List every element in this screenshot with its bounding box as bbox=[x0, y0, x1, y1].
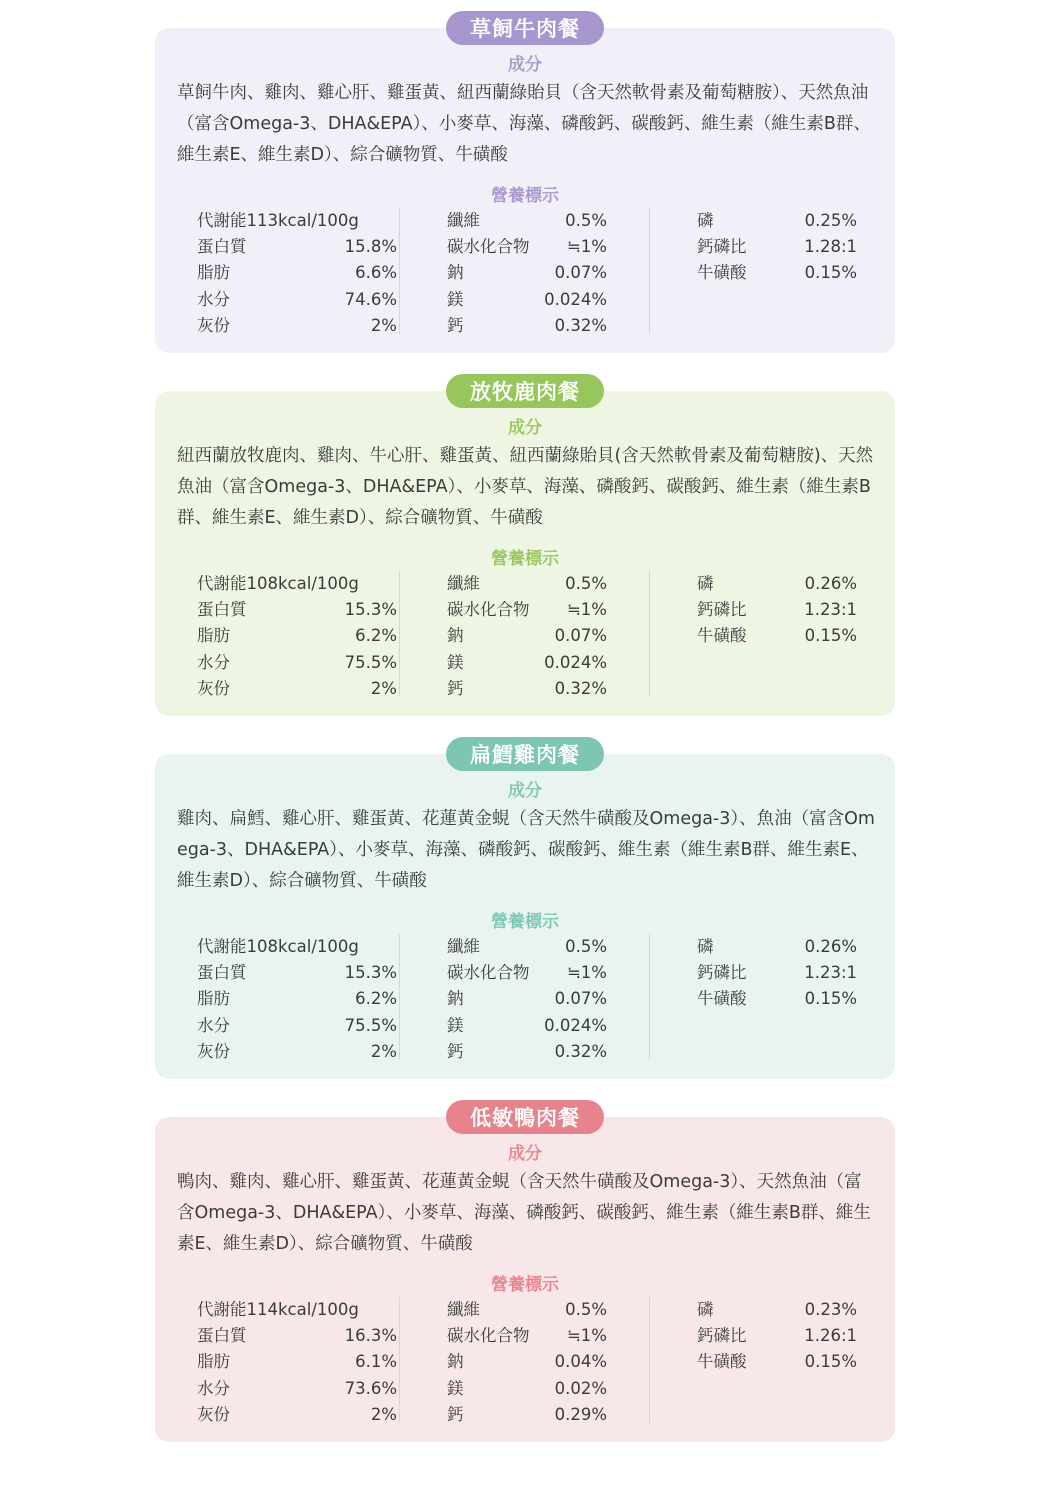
product-title-badge: 草飼牛肉餐 bbox=[446, 11, 604, 45]
nutrition-column bbox=[697, 934, 857, 1013]
nutrition-row bbox=[197, 1323, 397, 1349]
nutrient-label: 牛磺酸 bbox=[697, 626, 747, 646]
nutrient-value: ≒1% bbox=[566, 963, 607, 983]
nutrition-row bbox=[197, 960, 397, 986]
nutrition-row bbox=[447, 1323, 607, 1349]
nutrition-row bbox=[697, 234, 857, 260]
nutrition-row bbox=[197, 1376, 397, 1402]
nutrient-label: 脂肪 bbox=[197, 263, 230, 283]
column-divider bbox=[649, 1297, 650, 1423]
nutrition-column bbox=[447, 934, 607, 1065]
nutrition-column bbox=[197, 571, 397, 702]
nutrient-label: 水分 bbox=[197, 1378, 230, 1398]
nutrition-row bbox=[197, 234, 397, 260]
nutrient-value: 0.5% bbox=[565, 1300, 607, 1319]
nutrient-value: 0.07% bbox=[554, 263, 607, 283]
nutrient-label: 鈣磷比 bbox=[697, 1326, 747, 1346]
nutrition-column bbox=[197, 934, 397, 1065]
nutrient-value: 0.15% bbox=[804, 263, 857, 283]
column-divider bbox=[649, 208, 650, 334]
nutrient-label: 蛋白質 bbox=[197, 1326, 247, 1346]
product-section bbox=[155, 743, 895, 1079]
nutrient-label: 纖維 bbox=[447, 574, 480, 593]
nutrient-value: 0.15% bbox=[804, 626, 857, 646]
nutrient-label: 灰份 bbox=[197, 315, 230, 335]
nutrient-value: 75.5% bbox=[344, 652, 397, 672]
nutrient-value: 0.02% bbox=[554, 1378, 607, 1398]
nutrition-row bbox=[447, 650, 607, 676]
ingredients-heading: 成分 bbox=[508, 55, 542, 75]
nutrition-row bbox=[197, 1349, 397, 1375]
nutrition-row bbox=[447, 676, 607, 702]
nutrient-value: 75.5% bbox=[344, 1015, 397, 1035]
nutrition-column bbox=[697, 571, 857, 650]
nutrient-value: 0.15% bbox=[804, 1352, 857, 1372]
nutrient-value: 1.28:1 bbox=[804, 237, 857, 257]
nutrient-label: 水分 bbox=[197, 289, 230, 309]
nutrient-label: 磷 bbox=[697, 937, 714, 956]
nutrition-row bbox=[447, 571, 607, 597]
nutrient-value: 0.5% bbox=[565, 574, 607, 593]
nutrient-value: 16.3% bbox=[344, 1326, 397, 1346]
nutrition-row bbox=[447, 287, 607, 313]
nutrition-row bbox=[447, 1297, 607, 1323]
nutrient-label: 水分 bbox=[197, 1015, 230, 1035]
nutrient-value: 15.8% bbox=[344, 237, 397, 257]
nutrition-row bbox=[697, 960, 857, 986]
nutrient-value: 0.07% bbox=[554, 626, 607, 646]
nutrient-value: 0.024% bbox=[544, 289, 607, 309]
nutrition-row bbox=[197, 934, 397, 960]
nutrition-heading: 營養標示 bbox=[491, 549, 559, 569]
nutrition-row bbox=[697, 986, 857, 1012]
nutrition-heading: 營養標示 bbox=[491, 912, 559, 932]
nutrient-label: 磷 bbox=[697, 1300, 714, 1319]
nutrient-value: 1.26:1 bbox=[804, 1326, 857, 1346]
nutrient-value: 0.23% bbox=[804, 1300, 857, 1319]
nutrition-table bbox=[155, 571, 895, 703]
nutrient-value: 6.1% bbox=[355, 1352, 397, 1372]
nutrient-label: 鈣 bbox=[447, 1404, 464, 1424]
nutrition-row bbox=[197, 986, 397, 1012]
nutrient-value: 2% bbox=[370, 315, 397, 335]
nutrient-label: 脂肪 bbox=[197, 626, 230, 646]
nutrient-value: ≒1% bbox=[566, 237, 607, 257]
nutrition-row bbox=[197, 260, 397, 286]
nutrient-label: 鈣 bbox=[447, 315, 464, 335]
nutrient-value: 0.07% bbox=[554, 989, 607, 1009]
nutrient-label: 鈣磷比 bbox=[697, 600, 747, 620]
nutrient-value: 0.32% bbox=[554, 1041, 607, 1061]
nutrition-row bbox=[447, 1039, 607, 1065]
ingredients-heading: 成分 bbox=[508, 1144, 542, 1164]
nutrition-row bbox=[447, 623, 607, 649]
nutrient-value: 0.26% bbox=[804, 937, 857, 956]
nutrition-row bbox=[697, 934, 857, 960]
nutrition-row bbox=[197, 208, 397, 234]
nutrition-table bbox=[155, 1297, 895, 1429]
nutrient-label: 碳水化合物 bbox=[447, 1326, 530, 1346]
product-section bbox=[155, 380, 895, 716]
nutrition-table bbox=[155, 208, 895, 340]
nutrient-label: 碳水化合物 bbox=[447, 963, 530, 983]
nutrition-row bbox=[197, 313, 397, 339]
nutrition-row bbox=[697, 623, 857, 649]
nutrient-label: 代謝能114kcal/100g bbox=[197, 1300, 359, 1319]
nutrient-label: 鈉 bbox=[447, 989, 464, 1009]
nutrition-row bbox=[697, 260, 857, 286]
nutrition-row bbox=[697, 571, 857, 597]
nutrient-label: 磷 bbox=[697, 211, 714, 230]
ingredients-text: 雞肉、扁鱈、雞心肝、雞蛋黃、花蓮黃金蜆（含天然牛磺酸及Omega-3）、魚油（富含Omega-3、DHA&EPA）、小麥草、海藻、磷酸鈣、碳酸鈣、維生素（維生素B群、維生素E、維生素D）、綜合礦物質、牛磺酸 bbox=[177, 809, 875, 891]
nutrition-heading: 營養標示 bbox=[491, 1275, 559, 1295]
nutrition-row bbox=[447, 1349, 607, 1375]
nutrition-column bbox=[447, 1297, 607, 1428]
nutrition-table bbox=[155, 934, 895, 1066]
nutrient-label: 鈉 bbox=[447, 263, 464, 283]
nutrition-row bbox=[197, 1039, 397, 1065]
nutrient-value: 0.5% bbox=[565, 937, 607, 956]
nutrient-label: 灰份 bbox=[197, 1404, 230, 1424]
nutrient-value: 0.32% bbox=[554, 315, 607, 335]
nutrient-value: 0.32% bbox=[554, 678, 607, 698]
nutrition-row bbox=[447, 960, 607, 986]
nutrient-label: 脂肪 bbox=[197, 1352, 230, 1372]
nutrition-row bbox=[197, 1297, 397, 1323]
nutrient-label: 牛磺酸 bbox=[697, 1352, 747, 1372]
nutrient-label: 鎂 bbox=[447, 652, 464, 672]
product-title-badge: 扁鱈雞肉餐 bbox=[446, 737, 604, 771]
nutrition-row bbox=[697, 597, 857, 623]
nutrition-column bbox=[197, 1297, 397, 1428]
nutrient-value: 74.6% bbox=[344, 289, 397, 309]
nutrition-row bbox=[197, 1013, 397, 1039]
nutrition-row bbox=[447, 313, 607, 339]
nutrient-label: 牛磺酸 bbox=[697, 263, 747, 283]
nutrition-row bbox=[697, 1297, 857, 1323]
nutrient-label: 水分 bbox=[197, 652, 230, 672]
nutrient-label: 代謝能108kcal/100g bbox=[197, 574, 359, 593]
nutrient-value: 6.2% bbox=[355, 626, 397, 646]
nutrient-value: 0.26% bbox=[804, 574, 857, 593]
nutrient-value: 0.5% bbox=[565, 211, 607, 230]
nutrient-label: 代謝能113kcal/100g bbox=[197, 211, 359, 230]
nutrient-label: 鎂 bbox=[447, 1378, 464, 1398]
column-divider bbox=[399, 1297, 400, 1423]
nutrition-column bbox=[447, 208, 607, 339]
nutrition-row bbox=[697, 1349, 857, 1375]
nutrition-row bbox=[447, 597, 607, 623]
product-section bbox=[155, 1106, 895, 1442]
ingredients-text: 紐西蘭放牧鹿肉、雞肉、牛心肝、雞蛋黃、紐西蘭綠貽貝(含天然軟骨素及葡萄糖胺)、天然魚油（富含Omega-3、DHA&EPA）、小麥草、海藻、磷酸鈣、碳酸鈣、維生素（維生素B群、維生素E、維生素D）、綜合礦物質、牛磺酸 bbox=[177, 446, 874, 528]
ingredients-text: 草飼牛肉、雞肉、雞心肝、雞蛋黃、紐西蘭綠貽貝（含天然軟骨素及葡萄糖胺）、天然魚油（富含Omega-3、DHA&EPA）、小麥草、海藻、磷酸鈣、碳酸鈣、維生素（維生素B群、維生素E、維生素D）、綜合礦物質、牛磺酸 bbox=[177, 83, 871, 165]
nutrition-row bbox=[197, 623, 397, 649]
nutrition-column bbox=[447, 571, 607, 702]
nutrient-label: 脂肪 bbox=[197, 989, 230, 1009]
product-section bbox=[155, 17, 895, 353]
nutrient-label: 牛磺酸 bbox=[697, 989, 747, 1009]
nutrition-row bbox=[197, 676, 397, 702]
nutrition-row bbox=[197, 287, 397, 313]
column-divider bbox=[649, 571, 650, 697]
nutrient-value: 0.29% bbox=[554, 1404, 607, 1424]
nutrient-value: 0.024% bbox=[544, 652, 607, 672]
product-title-badge: 放牧鹿肉餐 bbox=[446, 374, 604, 408]
nutrient-value: 1.23:1 bbox=[804, 600, 857, 620]
nutrient-value: 2% bbox=[370, 678, 397, 698]
nutrition-row bbox=[197, 597, 397, 623]
nutrient-label: 碳水化合物 bbox=[447, 237, 530, 257]
column-divider bbox=[649, 934, 650, 1060]
nutrient-value: 2% bbox=[370, 1404, 397, 1424]
ingredients-heading: 成分 bbox=[508, 781, 542, 801]
nutrition-row bbox=[197, 571, 397, 597]
nutrition-column bbox=[697, 208, 857, 287]
nutrient-value: 15.3% bbox=[344, 600, 397, 620]
nutrition-row bbox=[447, 934, 607, 960]
nutrition-row bbox=[697, 208, 857, 234]
nutrient-label: 碳水化合物 bbox=[447, 600, 530, 620]
nutrient-value: 73.6% bbox=[344, 1378, 397, 1398]
nutrient-label: 灰份 bbox=[197, 678, 230, 698]
nutrition-row bbox=[447, 1013, 607, 1039]
product-title-badge: 低敏鴨肉餐 bbox=[446, 1100, 604, 1134]
column-divider bbox=[399, 571, 400, 697]
nutrition-row bbox=[197, 1402, 397, 1428]
nutrient-value: 0.04% bbox=[554, 1352, 607, 1372]
column-divider bbox=[399, 934, 400, 1060]
nutrition-column bbox=[697, 1297, 857, 1376]
nutrition-row bbox=[197, 650, 397, 676]
nutrition-row bbox=[447, 1376, 607, 1402]
column-divider bbox=[399, 208, 400, 334]
nutrient-value: 0.25% bbox=[804, 211, 857, 230]
nutrition-heading: 營養標示 bbox=[491, 186, 559, 206]
nutrient-label: 鈣磷比 bbox=[697, 963, 747, 983]
nutrient-value: ≒1% bbox=[566, 1326, 607, 1346]
nutrient-label: 纖維 bbox=[447, 211, 480, 230]
nutrient-label: 蛋白質 bbox=[197, 237, 247, 257]
nutrient-label: 鈉 bbox=[447, 626, 464, 646]
nutrient-value: 15.3% bbox=[344, 963, 397, 983]
ingredients-heading: 成分 bbox=[508, 418, 542, 438]
nutrient-value: 0.15% bbox=[804, 989, 857, 1009]
nutrient-label: 鈉 bbox=[447, 1352, 464, 1372]
nutrient-value: 1.23:1 bbox=[804, 963, 857, 983]
nutrient-value: 0.024% bbox=[544, 1015, 607, 1035]
nutrition-row bbox=[447, 234, 607, 260]
nutrient-value: 6.6% bbox=[355, 263, 397, 283]
nutrient-label: 鎂 bbox=[447, 1015, 464, 1035]
nutrition-row bbox=[447, 208, 607, 234]
nutrition-row bbox=[447, 260, 607, 286]
nutrient-label: 鈣磷比 bbox=[697, 237, 747, 257]
nutrient-label: 鎂 bbox=[447, 289, 464, 309]
nutrient-label: 蛋白質 bbox=[197, 963, 247, 983]
nutrition-column bbox=[197, 208, 397, 339]
nutrient-value: 6.2% bbox=[355, 989, 397, 1009]
nutrient-label: 纖維 bbox=[447, 937, 480, 956]
nutrition-row bbox=[447, 986, 607, 1012]
nutrient-label: 鈣 bbox=[447, 678, 464, 698]
ingredients-text: 鴨肉、雞肉、雞心肝、雞蛋黃、花蓮黃金蜆（含天然牛磺酸及Omega-3）、天然魚油（富含Omega-3、DHA&EPA）、小麥草、海藻、磷酸鈣、碳酸鈣、維生素（維生素B群、維生素E、維生素D）、綜合礦物質、牛磺酸 bbox=[177, 1172, 871, 1254]
nutrition-row bbox=[447, 1402, 607, 1428]
nutrient-label: 蛋白質 bbox=[197, 600, 247, 620]
nutrient-label: 灰份 bbox=[197, 1041, 230, 1061]
nutrient-label: 纖維 bbox=[447, 1300, 480, 1319]
nutrient-label: 鈣 bbox=[447, 1041, 464, 1061]
nutrient-value: ≒1% bbox=[566, 600, 607, 620]
nutrient-label: 代謝能108kcal/100g bbox=[197, 937, 359, 956]
nutrient-label: 磷 bbox=[697, 574, 714, 593]
nutrition-row bbox=[697, 1323, 857, 1349]
nutrient-value: 2% bbox=[370, 1041, 397, 1061]
